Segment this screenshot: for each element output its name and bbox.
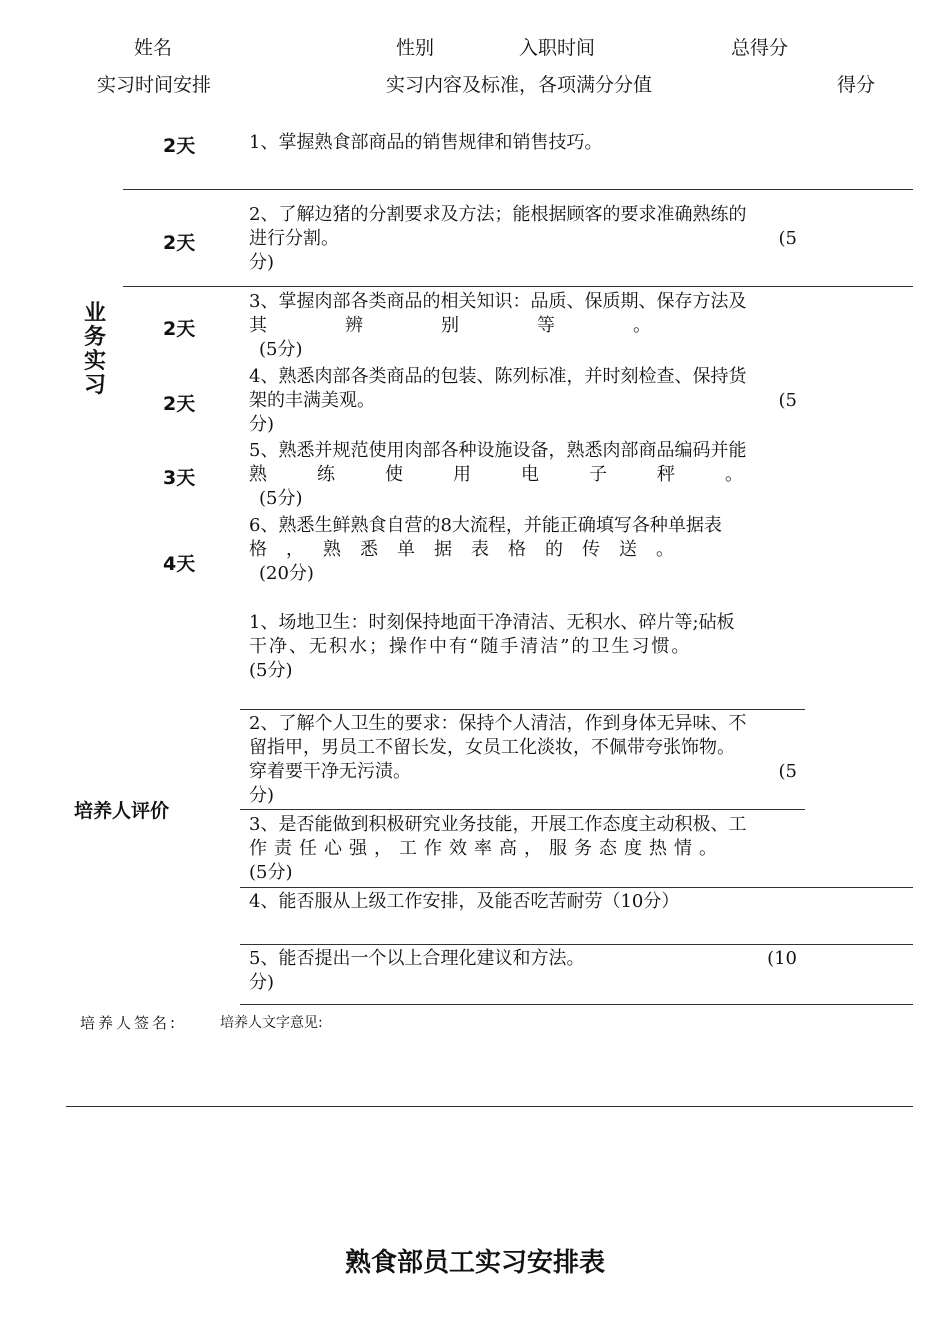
business-item-6: 6、熟悉生鲜熟食自营的8大流程，并能正确填写各种单据表 格，熟悉单据表格的传送。 (20分) [249, 515, 722, 584]
row-divider-7 [240, 1004, 913, 1005]
evaluation-label: 培养人评价 [74, 800, 170, 822]
business-item-1: 1、掌握熟食部商品的销售规律和销售技巧。 [249, 132, 603, 153]
name-label: 姓名 [134, 37, 173, 59]
gender-label: 性别 [396, 37, 435, 59]
content-label: 实习内容及标准，各项满分分值 [386, 74, 653, 96]
days-item-1: 2天 [163, 135, 196, 157]
score-label: 得分 [837, 74, 876, 96]
row-divider-5 [240, 887, 913, 888]
schedule-label: 实习时间安排 [97, 74, 212, 96]
days-item-6: 4天 [163, 553, 196, 575]
days-item-3: 2天 [163, 318, 196, 340]
business-item-5: 5、熟悉并规范使用肉部各种设施设备，熟悉肉部商品编码并能 熟练使用电子秤。 (5分) [249, 440, 793, 509]
row-divider-3 [240, 709, 805, 710]
page-title: 熟食部员工实习安排表 [344, 1248, 605, 1278]
evaluation-item-4: 4、能否服从上级工作安排，及能否吃苦耐劳（10分） [249, 891, 680, 912]
evaluation-item-3: 3、是否能做到积极研究业务技能，开展工作态度主动积极、工 作责任心强，工作效率高，服务态度热情。 (5分) [249, 814, 747, 883]
days-item-2: 2天 [163, 232, 196, 254]
row-divider-6 [240, 944, 913, 945]
total-score-label: 总得分 [731, 37, 789, 59]
hire-date-label: 入职时间 [519, 37, 596, 59]
row-divider-4 [240, 809, 805, 810]
row-divider-1 [123, 189, 913, 190]
evaluation-item-5: 5、能否提出一个以上合理化建议和方法。 (10 分) [249, 948, 797, 993]
business-item-3: 3、掌握肉部各类商品的相关知识：品质、保质期、保存方法及 其辨别等。 (5分) [249, 291, 747, 360]
evaluation-item-1: 1、场地卫生：时刻保持地面干净清洁、无积水、碎片等;砧板 干净、无积水；操作中有“随手清洁”的卫生习惯。 (5分) [249, 612, 735, 681]
business-item-4: 4、熟悉肉部各类商品的包装、陈列标准，并时刻检查、保持货 架的丰满美观。 (5 分) [249, 366, 797, 435]
opinion-label: 培养人文字意见: [220, 1015, 323, 1031]
days-item-5: 3天 [163, 467, 196, 489]
evaluation-item-2: 2、了解个人卫生的要求：保持个人清洁，作到身体无异味、不 留指甲，男员工不留长发，女员工化淡妆，不佩带夸张饰物。 穿着要干净无污渍。 (5 分) [249, 713, 797, 806]
footer-divider [66, 1106, 913, 1107]
row-divider-2 [123, 286, 913, 287]
signature-label: 培养人签名: [80, 1014, 179, 1032]
business-item-2: 2、了解边猪的分割要求及方法；能根据顾客的要求准确熟练的 进行分割。 (5 分) [249, 204, 797, 273]
days-item-4: 2天 [163, 393, 196, 415]
business-internship-label: 业 务 实 习 [83, 301, 106, 398]
